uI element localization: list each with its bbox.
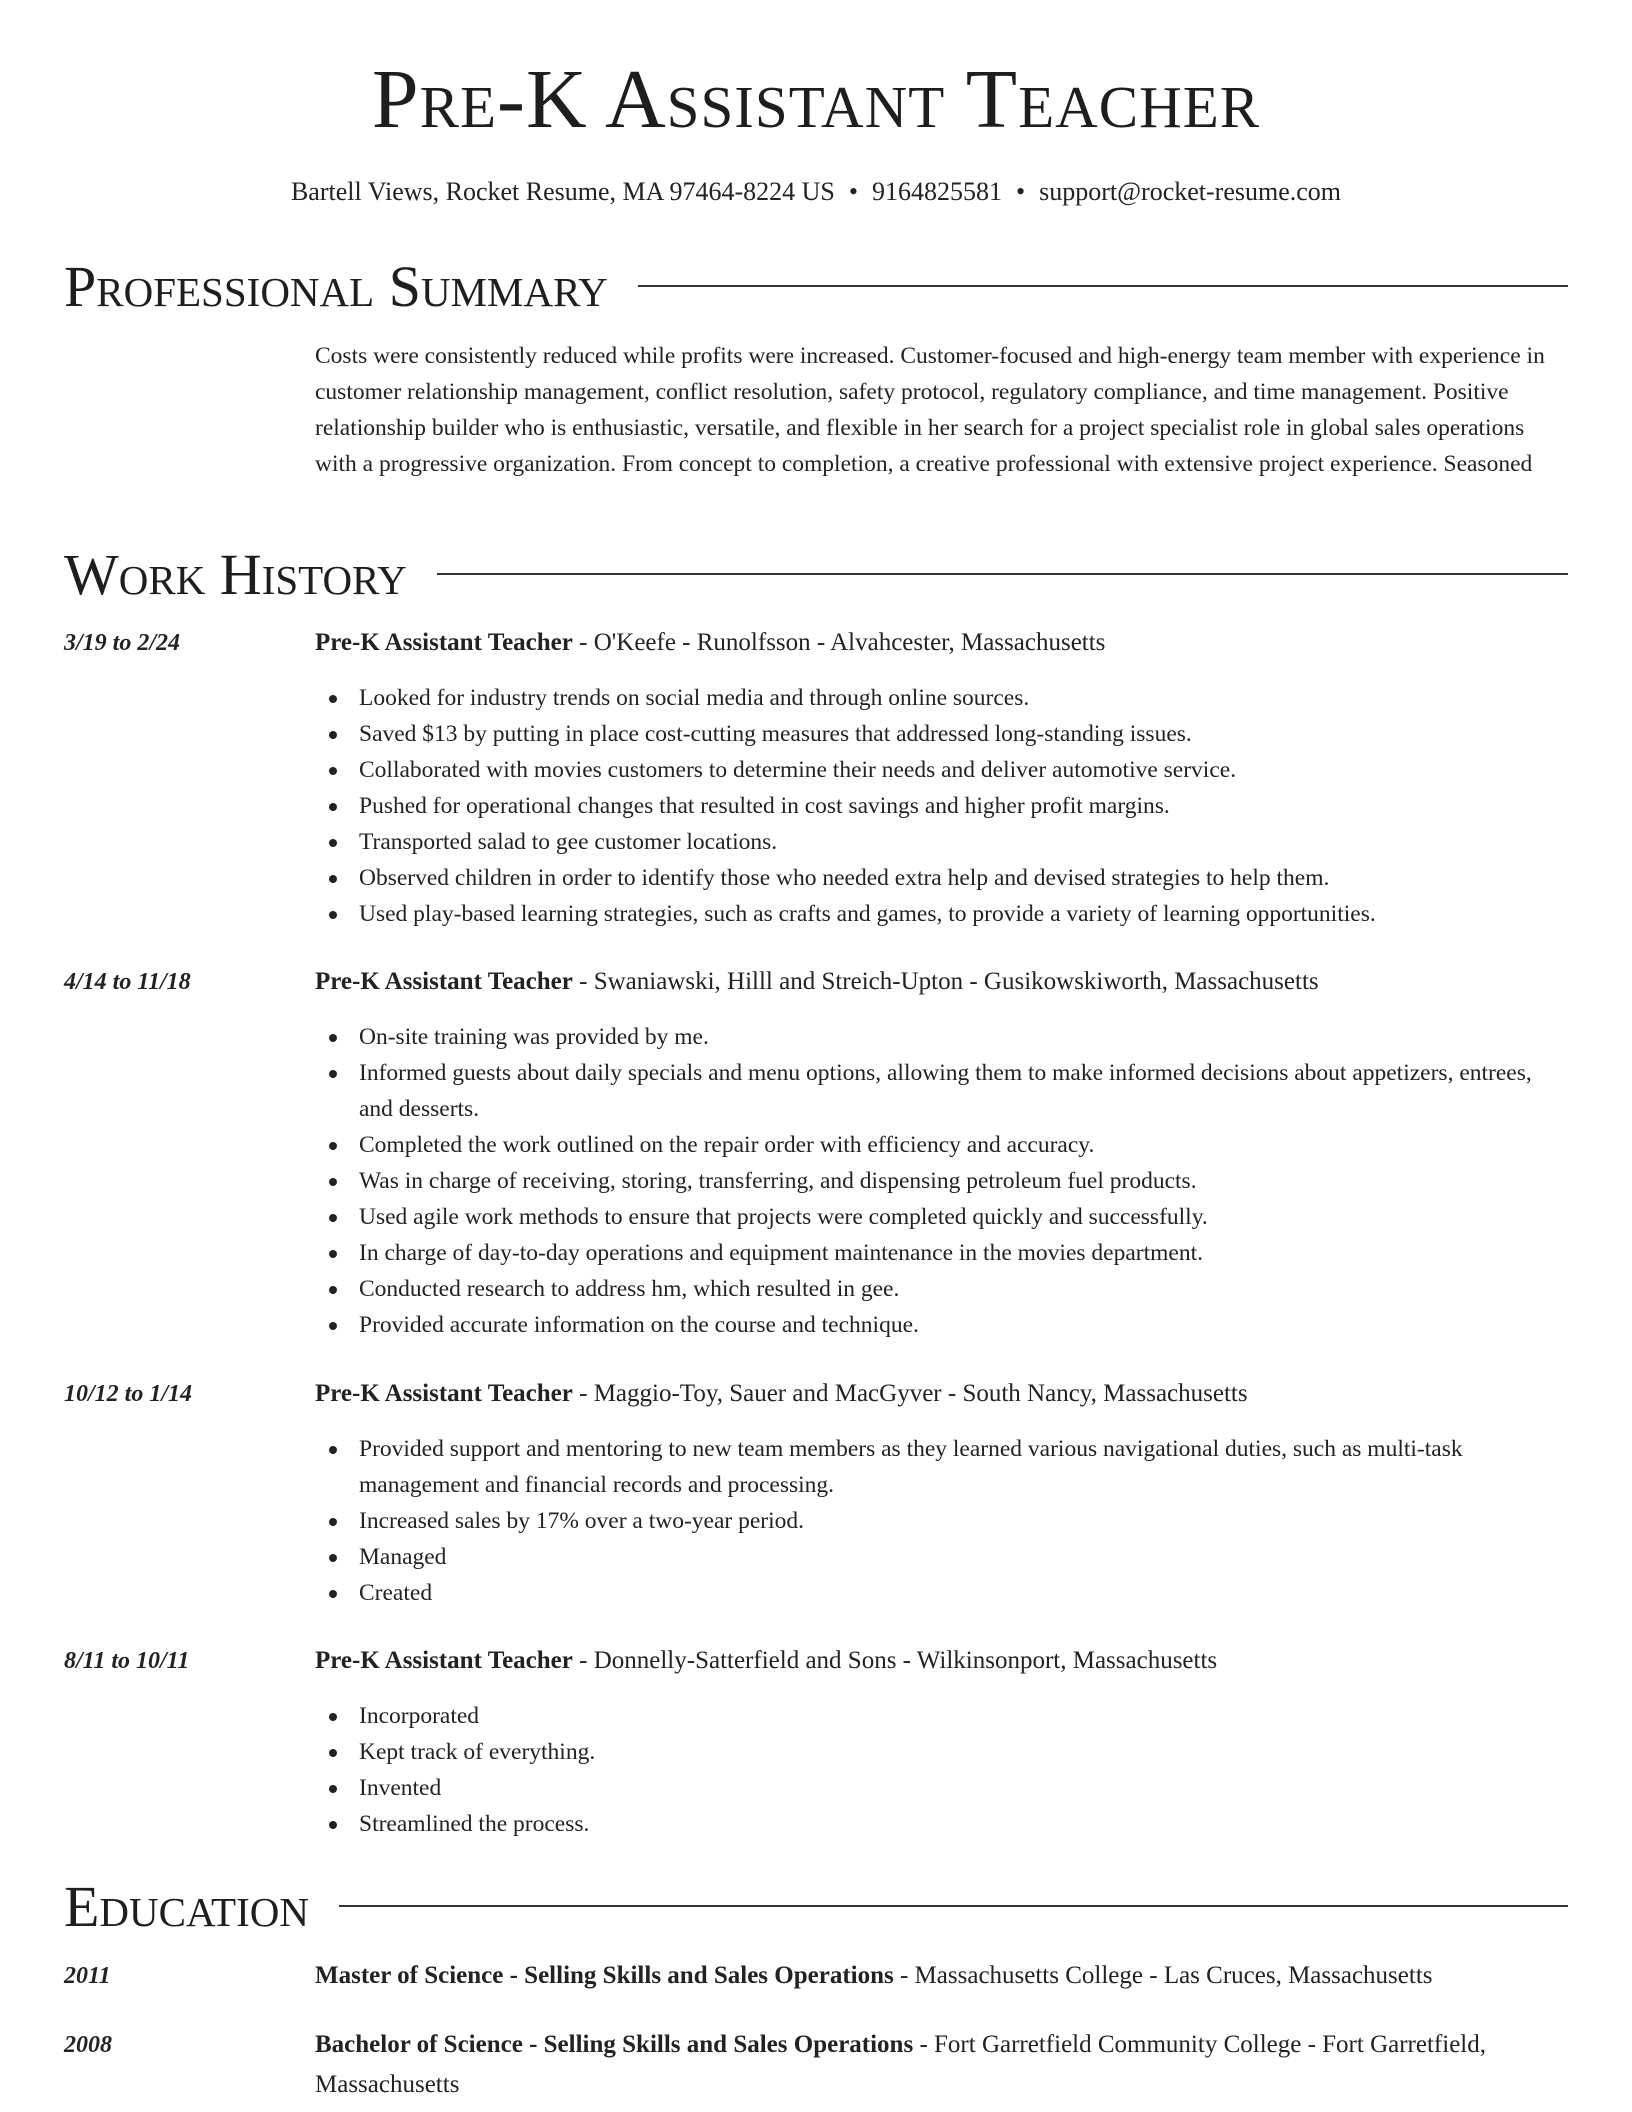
job-bullet-list xyxy=(315,1431,1565,1611)
education-year: 2008 xyxy=(64,2032,112,2058)
list-item: Collaborated with movies customers to determine their needs and deliver automotive service. xyxy=(315,752,1565,788)
job-heading xyxy=(315,627,1565,659)
education-heading: Education xyxy=(64,1878,339,1936)
degree-name: Master of Science - Selling Skills and Sales Operations xyxy=(315,1962,894,1989)
list-item: Transported salad to gee customer locations. xyxy=(315,824,1565,860)
list-item: Used agile work methods to ensure that projects were completed quickly and successfully. xyxy=(315,1199,1565,1235)
list-item: Conducted research to address hm, which resulted in gee. xyxy=(315,1271,1565,1307)
education-year: 2011 xyxy=(64,1963,111,1989)
list-item: Provided accurate information on the course and technique. xyxy=(315,1307,1565,1343)
job-title: Pre-K Assistant Teacher xyxy=(315,629,573,656)
summary-text: Costs were consistently reduced while profits were increased. Customer-focused and high-energy team member with experience in customer relationship management, conflict resolution, safety protocol, regulatory compliance, and time management. Positive relationship builder who is enthusiastic, versatile, and flexible in her search for a project specialist role in global sales operations with a progressive organization. From concept to completion, a creative professional with extensive project experience. Seasoned xyxy=(315,343,1545,477)
job-bullet-list xyxy=(315,1698,1565,1842)
list-item: Incorporated xyxy=(315,1698,1565,1734)
contact-separator: • xyxy=(1016,177,1026,206)
work-history-heading: Work History xyxy=(64,546,437,604)
contact-phone: 9164825581 xyxy=(872,177,1002,206)
job-dates: 3/19 to 2/24 xyxy=(64,630,181,656)
job-details: - Donnelly-Satterfield and Sons - Wilkinsonport, Massachusetts xyxy=(572,1647,1218,1674)
list-item: In charge of day-to-day operations and equipment maintenance in the movies department. xyxy=(315,1235,1565,1271)
candidate-name: Pre-K Assistant Teacher xyxy=(371,53,1261,146)
degree-name: Bachelor of Science - Selling Skills and Sales Operations xyxy=(315,2031,914,2058)
job-bullet-list xyxy=(315,1019,1565,1343)
contact-separator: • xyxy=(848,177,858,206)
list-item: Was in charge of receiving, storing, transferring, and dispensing petroleum fuel products. xyxy=(315,1163,1565,1199)
list-item: Used play-based learning strategies, such as crafts and games, to provide a variety of learning opportunities. xyxy=(315,896,1565,932)
job-dates: 4/14 to 11/18 xyxy=(64,969,191,995)
list-item: Observed children in order to identify those who needed extra help and devised strategies to help them. xyxy=(315,860,1565,896)
list-item: Created xyxy=(315,1575,1565,1611)
contact-email: support@rocket-resume.com xyxy=(1039,177,1342,206)
list-item: Streamlined the process. xyxy=(315,1806,1565,1842)
list-item: Looked for industry trends on social media and through online sources. xyxy=(315,680,1565,716)
contact-address: Bartell Views, Rocket Resume, MA 97464-8224 US xyxy=(290,177,835,206)
list-item: Kept track of everything. xyxy=(315,1734,1565,1770)
education-entry xyxy=(315,2025,1565,2105)
job-details: - Maggio-Toy, Sauer and MacGyver - South Nancy, Massachusetts xyxy=(572,1380,1248,1407)
list-item: Saved $13 by putting in place cost-cutting measures that addressed long-standing issues. xyxy=(315,716,1565,752)
summary-heading: Professional Summary xyxy=(64,258,638,316)
school-details: - Massachusetts College - Las Cruces, Massachusetts xyxy=(893,1962,1433,1989)
job-title: Pre-K Assistant Teacher xyxy=(315,1380,573,1407)
list-item: Informed guests about daily specials and menu options, allowing them to make informed decisions about appetizers, entrees, and desserts. xyxy=(315,1055,1565,1127)
job-details: - Swaniawski, Hilll and Streich-Upton - Gusikowskiworth, Massachusetts xyxy=(572,968,1319,995)
job-dates: 10/12 to 1/14 xyxy=(64,1381,193,1407)
job-title: Pre-K Assistant Teacher xyxy=(315,968,573,995)
list-item: Managed xyxy=(315,1539,1565,1575)
job-title: Pre-K Assistant Teacher xyxy=(315,1647,573,1674)
job-details: - O'Keefe - Runolfsson - Alvahcester, Massachusetts xyxy=(572,629,1106,656)
job-heading xyxy=(315,966,1565,998)
list-item: Provided support and mentoring to new team members as they learned various navigational duties, such as multi-task management and financial records and processing. xyxy=(315,1431,1565,1503)
list-item: Increased sales by 17% over a two-year period. xyxy=(315,1503,1565,1539)
list-item: Completed the work outlined on the repair order with efficiency and accuracy. xyxy=(315,1127,1565,1163)
job-dates: 8/11 to 10/11 xyxy=(64,1648,190,1674)
list-item: On-site training was provided by me. xyxy=(315,1019,1565,1055)
job-heading xyxy=(315,1645,1565,1677)
job-bullet-list xyxy=(315,680,1565,932)
list-item: Pushed for operational changes that resulted in cost savings and higher profit margins. xyxy=(315,788,1565,824)
contact-line xyxy=(0,176,1632,208)
job-heading xyxy=(315,1378,1565,1410)
list-item: Invented xyxy=(315,1770,1565,1806)
education-entry xyxy=(315,1956,1565,1996)
school-details: - Fort Garretfield Community College - Fort Garretfield, Massachusetts xyxy=(315,2031,1486,2098)
